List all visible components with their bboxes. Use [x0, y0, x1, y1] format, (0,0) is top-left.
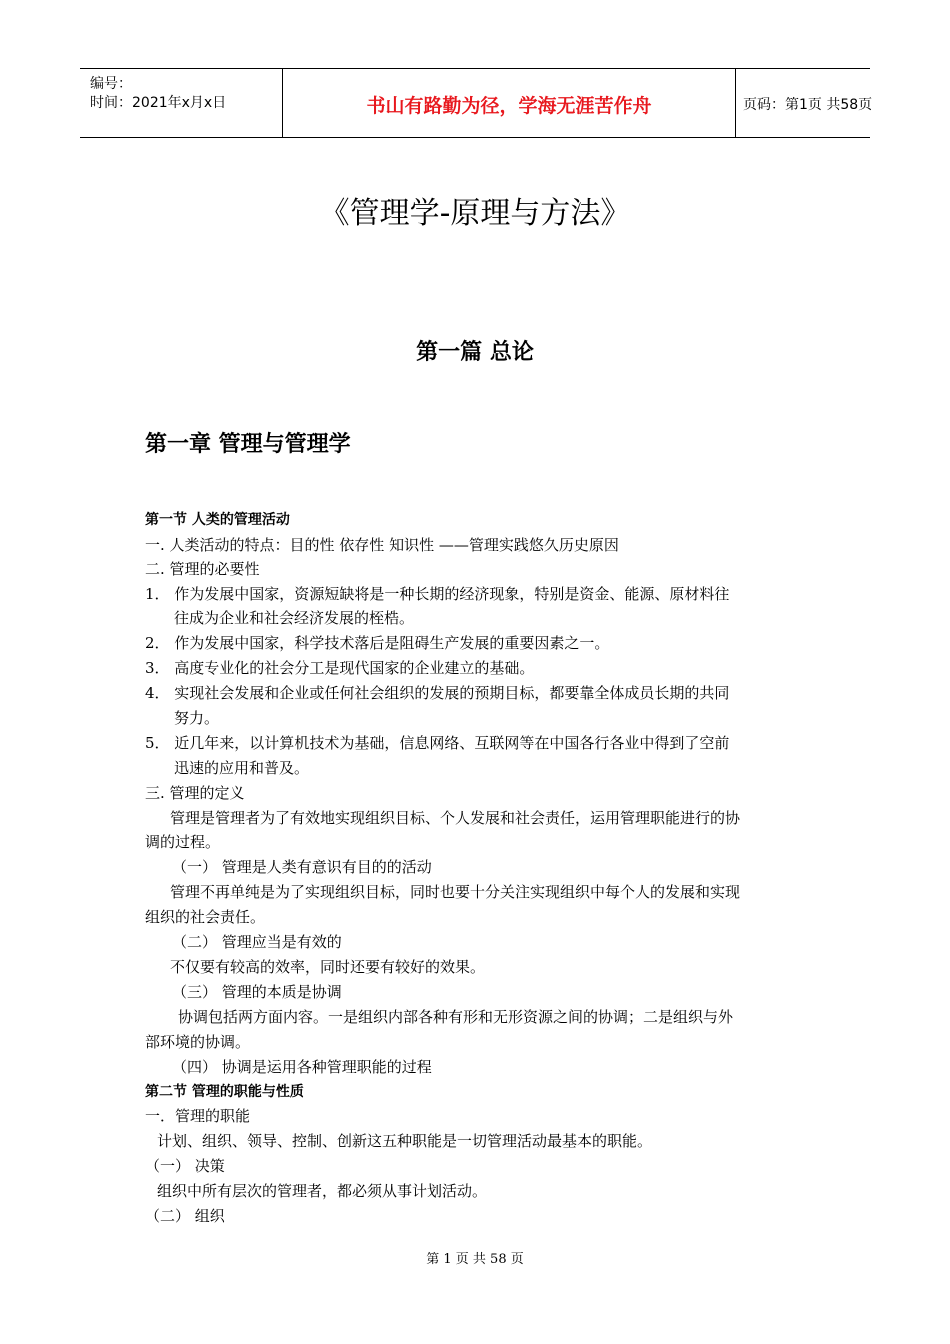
text-line: （二） 组织	[145, 1207, 225, 1225]
header-left-cell	[80, 69, 282, 137]
page-footer: 第 1 页 共 58 页	[426, 1252, 524, 1267]
text-line: （四） 协调是运用各种管理职能的过程	[172, 1058, 432, 1076]
text-line: 一. 人类活动的特点：目的性 依存性 知识性 ——管理实践悠久历史原因	[145, 536, 619, 554]
text-line: 一．管理的职能	[145, 1107, 251, 1125]
text-line: （一） 决策	[145, 1157, 225, 1175]
text-line: 管理不再单纯是为了实现组织目标，同时也要十分关注实现组织中每个人的发展和实现	[170, 883, 741, 901]
text-line: 三. 管理的定义	[145, 784, 245, 802]
text-line: （一） 管理是人类有意识有目的的活动	[172, 858, 432, 876]
text-line: （二） 管理应当是有效的	[172, 933, 342, 951]
page-info: 页码：第1页 共58页	[743, 97, 873, 113]
serial-label: 编号：	[90, 76, 132, 92]
text-line: 4． 实现社会发展和企业或任何社会组织的发展的预期目标，都要靠全体成员长期的共同	[145, 684, 730, 702]
text-line: 二. 管理的必要性	[145, 560, 260, 578]
section-heading: 第二节 管理的职能与性质	[145, 1084, 304, 1100]
text-line: 不仅要有较高的效率，同时还要有较好的效果。	[170, 958, 486, 976]
motto: 书山有路勤为径，学海无涯苦作舟	[366, 95, 652, 117]
text-line: 部环境的协调。	[145, 1033, 251, 1051]
section-heading: 第一节 人类的管理活动	[145, 512, 290, 528]
text-line: 管理是管理者为了有效地实现组织目标、个人发展和社会责任，运用管理职能进行的协	[170, 809, 741, 827]
document-title: 《管理学-原理与方法》	[319, 196, 631, 231]
text-line: 5． 近几年来，以计算机技术为基础，信息网络、互联网等在中国各行各业中得到了空前	[145, 734, 730, 752]
text-line: 调的过程。	[145, 833, 221, 851]
text-line: 计划、组织、领导、控制、创新这五种职能是一切管理活动最基本的职能。	[157, 1132, 653, 1150]
text-line: 2． 作为发展中国家，科学技术落后是阻碍生产发展的重要因素之一。	[145, 634, 610, 652]
text-line: 往成为企业和社会经济发展的桎梏。	[174, 609, 415, 627]
text-line: （三） 管理的本质是协调	[172, 983, 342, 1001]
part-title: 第一篇 总论	[416, 340, 534, 365]
header-mid-cell	[282, 69, 736, 137]
text-line: 迅速的应用和普及。	[174, 759, 310, 777]
text-line: 1． 作为发展中国家，资源短缺将是一种长期的经济现象，特别是资金、能源、原材料往	[145, 585, 730, 603]
text-line: 组织的社会责任。	[145, 908, 266, 926]
text-line: 协调包括两方面内容。一是组织内部各种有形和无形资源之间的协调；二是组织与外	[178, 1008, 734, 1026]
header-table	[80, 68, 873, 138]
text-line: 3． 高度专业化的社会分工是现代国家的企业建立的基础。	[145, 659, 535, 677]
text-line: 努力。	[174, 709, 220, 727]
time-label: 时间：2021年x月x日	[90, 95, 227, 111]
text-line: 组织中所有层次的管理者，都必须从事计划活动。	[157, 1182, 488, 1200]
header-right-cell	[735, 69, 873, 137]
chapter-title: 第一章 管理与管理学	[145, 432, 351, 457]
